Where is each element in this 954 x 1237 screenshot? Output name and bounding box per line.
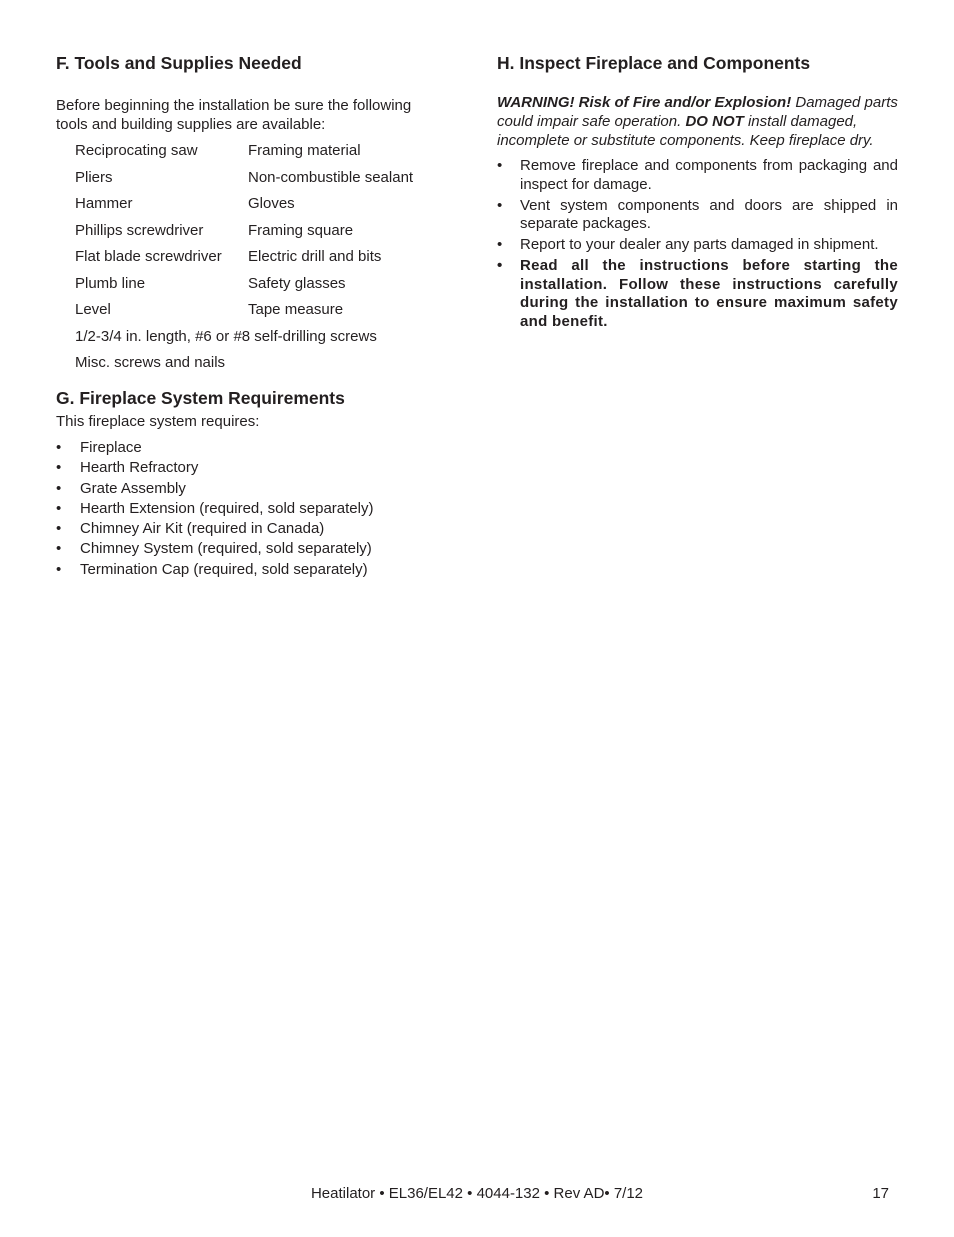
list-item: • Chimney Air Kit (required in Canada) [56,520,325,538]
tool-item: Framing square [248,221,354,239]
tool-item: Electric drill and bits [248,248,382,265]
list-item: • Report to your dealer any parts damaged in shipment. [497,236,879,253]
tool-row [75,221,446,240]
tools-list [75,141,446,372]
list-item-important: • Read all the instructions before starting the installation. Follow these instructions carefully during the installation to ensure maximum safety and benefit. [497,257,898,330]
bullet-icon: • [56,479,62,497]
section-g-intro: This fireplace system requires: [56,413,260,430]
requirements-list [56,438,446,579]
footer-text: Heatilator • EL36/EL42 • 4044-132 • Rev AD• 7/12 [310,1185,644,1202]
inspect-list [497,157,898,331]
tool-item: Plumb line [75,274,146,292]
tool-item: Pliers [75,168,113,186]
bullet-icon: • [56,459,62,477]
section-h-heading: H. Inspect Fireplace and Components [497,53,811,73]
tool-item: Reciprocating saw [75,142,198,159]
section-f-intro: Before beginning the installation be sure the following tools and building supplies are available: [56,97,412,133]
warning-do-not: DO NOT [685,113,744,130]
bullet-icon: • [56,560,62,578]
tool-item: Non-combustible sealant [248,168,414,186]
tool-item: Framing material [248,142,361,159]
tool-row [75,141,446,160]
bullet-icon: • [497,157,503,174]
left-column [56,52,446,580]
tool-item: Misc. screws and nails [75,354,226,371]
list-item: • Termination Cap (required, sold separately) [56,560,368,578]
bullet-icon: • [497,257,503,274]
bullet-icon: • [56,520,62,538]
tool-item: Safety glasses [248,274,346,292]
tool-item: Phillips screwdriver [75,221,204,239]
tool-item: Hammer [75,195,133,212]
bullet-icon: • [56,499,62,517]
tool-item: Flat blade screwdriver [75,248,222,265]
bullet-icon: • [497,196,503,214]
list-item: • Fireplace [56,439,142,456]
tool-item: 1/2-3/4 in. length, #6 or #8 self-drilling screws [75,327,377,345]
tool-row [75,274,446,293]
right-column [497,52,898,334]
section-f-heading: F. Tools and Supplies Needed [56,53,302,73]
tool-row [75,300,446,319]
list-item: • Hearth Extension (required, sold separately) [56,499,374,517]
list-item: • Vent system components and doors are shipped in separate packages. [497,196,898,232]
tool-item: Tape measure [248,301,344,318]
page-number: 17 [872,1185,889,1202]
warning-lead: WARNING! Risk of Fire and/or Explosion! [497,94,792,111]
tool-row [75,247,446,266]
tool-row [75,168,446,187]
tool-item: Gloves [248,195,295,212]
list-item: • Hearth Refractory [56,459,199,477]
tool-row [75,194,446,213]
tool-item: Level [75,301,111,318]
section-g-heading: G. Fireplace System Requirements [56,388,345,408]
list-item: • Chimney System (required, sold separately) [56,540,372,558]
list-item: • Grate Assembly [56,479,186,497]
warning-text: WARNING! Risk of Fire and/or Explosion! Damaged parts could impair safe operation. DO NOT install damaged, incomplete or substitute components. Keep fireplace dry. [497,94,898,149]
list-item: • Remove fireplace and components from packaging and inspect for damage. [497,157,898,193]
bullet-icon: • [56,439,62,456]
bullet-icon: • [56,540,62,558]
bullet-icon: • [497,236,503,253]
